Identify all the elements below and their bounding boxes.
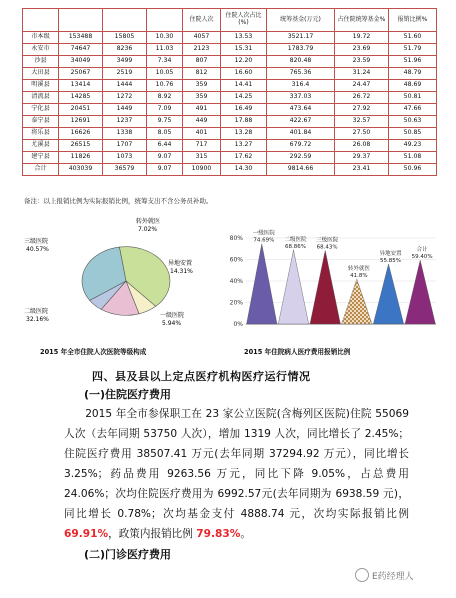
table-cell: 1707 bbox=[103, 140, 147, 152]
table-cell: 316.4 bbox=[267, 80, 335, 92]
table-cell: 807 bbox=[183, 56, 221, 68]
cone-category-label: 异地安置 bbox=[379, 250, 402, 257]
table-row bbox=[23, 140, 437, 152]
table-cell: 2519 bbox=[103, 68, 147, 80]
table-cell: 11.03 bbox=[147, 44, 183, 56]
table-cell: 26515 bbox=[59, 140, 103, 152]
cone-bar bbox=[342, 279, 372, 324]
pie-slice-value: 40.57% bbox=[26, 246, 49, 253]
table-cell: 717 bbox=[183, 140, 221, 152]
table-cell: 8236 bbox=[103, 44, 147, 56]
table-cell: 12.20 bbox=[221, 56, 267, 68]
row-name-cell: 建宁县 bbox=[23, 152, 59, 164]
table-cell: 29.37 bbox=[335, 152, 389, 164]
section-heading: 四、县及县以上定点医疗机构医疗运行情况 bbox=[92, 370, 311, 383]
table-cell: 292.59 bbox=[267, 152, 335, 164]
row-name-cell: 合计 bbox=[23, 164, 59, 176]
table-cell: 50.63 bbox=[389, 116, 437, 128]
row-name-cell: 大田县 bbox=[23, 68, 59, 80]
y-tick-label: 20% bbox=[229, 299, 243, 307]
table-cell: 1073 bbox=[103, 152, 147, 164]
table-cell: 11826 bbox=[59, 152, 103, 164]
table-row bbox=[23, 44, 437, 56]
pie-slice-label: 三级医院 bbox=[24, 238, 49, 245]
header-cell bbox=[147, 9, 183, 32]
header-cell: 统筹基金(万元) bbox=[267, 9, 335, 32]
cone-value-label: 74.69% bbox=[253, 237, 275, 244]
table-cell: 17.62 bbox=[221, 152, 267, 164]
row-name-cell: 清流县 bbox=[23, 92, 59, 104]
table-cell: 26.72 bbox=[335, 92, 389, 104]
header-cell: 报销比例% bbox=[389, 9, 437, 32]
table-cell: 50.85 bbox=[389, 128, 437, 140]
pie-slice-value: 32.16% bbox=[26, 316, 49, 323]
table-cell: 49.23 bbox=[389, 140, 437, 152]
table-cell: 14.41 bbox=[221, 80, 267, 92]
table-cell: 153488 bbox=[59, 32, 103, 44]
table-cell: 3521.17 bbox=[267, 32, 335, 44]
subsection-heading-inpatient: (一)住院医疗费用 bbox=[84, 388, 172, 401]
table-cell: 1444 bbox=[103, 80, 147, 92]
y-tick-label: 40% bbox=[229, 278, 243, 285]
table-cell: 14.30 bbox=[221, 164, 267, 176]
table-cell: 2123 bbox=[183, 44, 221, 56]
cone-chart bbox=[222, 228, 440, 341]
table-cell: 1449 bbox=[103, 104, 147, 116]
table-cell: 25067 bbox=[59, 68, 103, 80]
table-cell: 812 bbox=[183, 68, 221, 80]
table-cell: 765.36 bbox=[267, 68, 335, 80]
watermark bbox=[355, 568, 414, 582]
table-cell: 48.69 bbox=[389, 80, 437, 92]
table-cell: 17.88 bbox=[221, 116, 267, 128]
cone-category-label: 三级医院 bbox=[316, 237, 339, 244]
table-cell: 15.31 bbox=[221, 44, 267, 56]
table-row bbox=[23, 56, 437, 68]
table-cell: 7.34 bbox=[147, 56, 183, 68]
table-cell: 14285 bbox=[59, 92, 103, 104]
table-cell: 14.25 bbox=[221, 92, 267, 104]
table-cell: 8.92 bbox=[147, 92, 183, 104]
header-cell: 占住院统筹基金% bbox=[335, 9, 389, 32]
table-cell: 20451 bbox=[59, 104, 103, 116]
table-cell: 315 bbox=[183, 152, 221, 164]
row-name-cell: 尤溪县 bbox=[23, 140, 59, 152]
table-cell: 401 bbox=[183, 128, 221, 140]
table-cell: 51.96 bbox=[389, 56, 437, 68]
table-cell: 23.69 bbox=[335, 44, 389, 56]
pie-slice-value: 5.94% bbox=[162, 320, 182, 327]
subsection-heading-outpatient: (二)门诊医疗费用 bbox=[84, 548, 172, 561]
paragraph-text: 。 bbox=[240, 528, 251, 540]
table-cell: 820.48 bbox=[267, 56, 335, 68]
y-tick-label: 80% bbox=[229, 235, 243, 242]
pie-slice-label: 二级医院 bbox=[24, 308, 49, 315]
header-cell: 住院人次 bbox=[183, 9, 221, 32]
pie-slice-value: 7.02% bbox=[138, 226, 158, 233]
table-cell: 27.92 bbox=[335, 104, 389, 116]
table-cell: 1338 bbox=[103, 128, 147, 140]
table-cell: 6.44 bbox=[147, 140, 183, 152]
inpatient-paragraph bbox=[64, 404, 409, 544]
table-row bbox=[23, 68, 437, 80]
pie-slice-label: 一级医院 bbox=[160, 312, 185, 319]
table-cell: 403039 bbox=[59, 164, 103, 176]
table-cell: 10.05 bbox=[147, 68, 183, 80]
pie-slice-value: 14.31% bbox=[170, 268, 193, 275]
table-cell: 19.72 bbox=[335, 32, 389, 44]
table-cell: 34049 bbox=[59, 56, 103, 68]
table-cell: 1237 bbox=[103, 116, 147, 128]
header-cell: 住院人次占比(%) bbox=[221, 9, 267, 32]
table-cell: 679.72 bbox=[267, 140, 335, 152]
pie-slice-label: 异地安置 bbox=[168, 260, 193, 267]
row-name-cell: 明溪县 bbox=[23, 80, 59, 92]
table-cell: 1783.79 bbox=[267, 44, 335, 56]
table-cell: 51.08 bbox=[389, 152, 437, 164]
table-row bbox=[23, 128, 437, 140]
table-cell: 51.60 bbox=[389, 32, 437, 44]
table-cell: 7.09 bbox=[147, 104, 183, 116]
table-cell: 23.59 bbox=[335, 56, 389, 68]
table-cell: 359 bbox=[183, 80, 221, 92]
table-cell: 4057 bbox=[183, 32, 221, 44]
table-cell: 36579 bbox=[103, 164, 147, 176]
table-cell: 13.53 bbox=[221, 32, 267, 44]
table-row bbox=[23, 80, 437, 92]
cone-category-label: 合计 bbox=[416, 247, 428, 254]
table-cell: 47.66 bbox=[389, 104, 437, 116]
header-cell bbox=[103, 9, 147, 32]
cone-chart-caption: 2015 年住院病人医疗费用报销比例 bbox=[244, 348, 351, 356]
row-name-cell: 永安市 bbox=[23, 44, 59, 56]
table-cell: 51.79 bbox=[389, 44, 437, 56]
cone-value-label: 59.40% bbox=[411, 254, 433, 261]
table-cell: 337.03 bbox=[267, 92, 335, 104]
table-cell: 8.05 bbox=[147, 128, 183, 140]
table-cell: 32.57 bbox=[335, 116, 389, 128]
table-body bbox=[23, 32, 437, 176]
table-cell: 10.30 bbox=[147, 32, 183, 44]
table-cell: 12691 bbox=[59, 116, 103, 128]
table-cell: 23.41 bbox=[335, 164, 389, 176]
table-cell: 9.07 bbox=[147, 152, 183, 164]
cone-bar bbox=[278, 250, 308, 324]
table-row bbox=[23, 164, 437, 176]
table-row bbox=[23, 116, 437, 128]
table-cell: 9814.66 bbox=[267, 164, 335, 176]
table-cell: 24.47 bbox=[335, 80, 389, 92]
table-cell: 27.50 bbox=[335, 128, 389, 140]
y-tick-label: 0% bbox=[233, 321, 243, 328]
row-name-cell: 泰宁县 bbox=[23, 116, 59, 128]
row-name-cell: 市本级 bbox=[23, 32, 59, 44]
cone-category-label: 转外就医 bbox=[347, 266, 370, 273]
cone-category-label: 一级医院 bbox=[252, 230, 275, 237]
hospitalization-table bbox=[22, 8, 437, 176]
row-name-cell: 宁化县 bbox=[23, 104, 59, 116]
table-cell: 1272 bbox=[103, 92, 147, 104]
table-row bbox=[23, 92, 437, 104]
cone-value-label: 55.85% bbox=[380, 257, 401, 264]
pie-slice-label: 转外就医 bbox=[136, 218, 161, 225]
cone-bar bbox=[247, 244, 277, 324]
table-cell: 50.96 bbox=[389, 164, 437, 176]
table-cell: 50.81 bbox=[389, 92, 437, 104]
table-row bbox=[23, 32, 437, 44]
table-row bbox=[23, 104, 437, 116]
y-tick-label: 60% bbox=[229, 256, 243, 264]
table-cell: 16.49 bbox=[221, 104, 267, 116]
pie-chart-caption: 2015 年全市住院人次医院等级构成 bbox=[40, 348, 147, 356]
table-row bbox=[23, 152, 437, 164]
wechat-logo-icon bbox=[355, 568, 369, 582]
table-cell: 9.07 bbox=[147, 164, 183, 176]
paragraph-text: 2015 年全市参保职工在 23 家公立医院(含梅列区医院)住院 55069 人次（去年同期 53750 人次），增加 1319 人次，同比增长了 2.45%；住院医疗费用 38507.41 万元(去年同期 37294.92 万元），同比增长 3.25%；药品费用 9263.56 万元，同比下降 9.05%，占总费用 24.06%；次均住院医疗费用为 6992.57元(去年同期为 6938.59 元)，同比增长 0.78%；次均基金支付 4888.74 元，次均实际报销比例 bbox=[64, 408, 409, 520]
table-cell: 359 bbox=[183, 92, 221, 104]
cone-value-label: 68.43% bbox=[316, 244, 338, 251]
cone-bar bbox=[310, 250, 340, 324]
table-cell: 449 bbox=[183, 116, 221, 128]
cone-bar bbox=[373, 264, 403, 324]
paragraph-text: ，政策内报销比例 bbox=[108, 528, 197, 540]
table-cell: 74647 bbox=[59, 44, 103, 56]
actual-reimbursement-rate: 69.91% bbox=[64, 528, 109, 540]
table-cell: 401.84 bbox=[267, 128, 335, 140]
table-cell: 31.24 bbox=[335, 68, 389, 80]
table-cell: 15805 bbox=[103, 32, 147, 44]
table-cell: 48.79 bbox=[389, 68, 437, 80]
table-cell: 13.27 bbox=[221, 140, 267, 152]
table-cell: 491 bbox=[183, 104, 221, 116]
table-cell: 13414 bbox=[59, 80, 103, 92]
cone-value-label: 41.8% bbox=[350, 273, 368, 280]
table-cell: 26.08 bbox=[335, 140, 389, 152]
cone-category-label: 二级医院 bbox=[284, 236, 307, 243]
table-cell: 10900 bbox=[183, 164, 221, 176]
policy-reimbursement-rate: 79.83% bbox=[196, 528, 241, 540]
table-cell: 16.60 bbox=[221, 68, 267, 80]
table-cell: 10.76 bbox=[147, 80, 183, 92]
table-header-row bbox=[23, 9, 437, 32]
table-cell: 473.64 bbox=[267, 104, 335, 116]
watermark-text: E药经理人 bbox=[372, 571, 414, 582]
table-cell: 9.75 bbox=[147, 116, 183, 128]
header-cell bbox=[23, 9, 59, 32]
pie-chart bbox=[22, 213, 212, 341]
row-name-cell: 沙县 bbox=[23, 56, 59, 68]
table-cell: 13.28 bbox=[221, 128, 267, 140]
header-cell bbox=[59, 9, 103, 32]
table-cell: 422.67 bbox=[267, 116, 335, 128]
table-note: 备注：以上报销比例为实际报销比例，统筹支出不含公务员补助。 bbox=[24, 197, 213, 205]
cone-bar bbox=[405, 260, 435, 324]
row-name-cell: 将乐县 bbox=[23, 128, 59, 140]
cone-value-label: 68.86% bbox=[285, 243, 306, 250]
table-cell: 3499 bbox=[103, 56, 147, 68]
table-cell: 16626 bbox=[59, 128, 103, 140]
